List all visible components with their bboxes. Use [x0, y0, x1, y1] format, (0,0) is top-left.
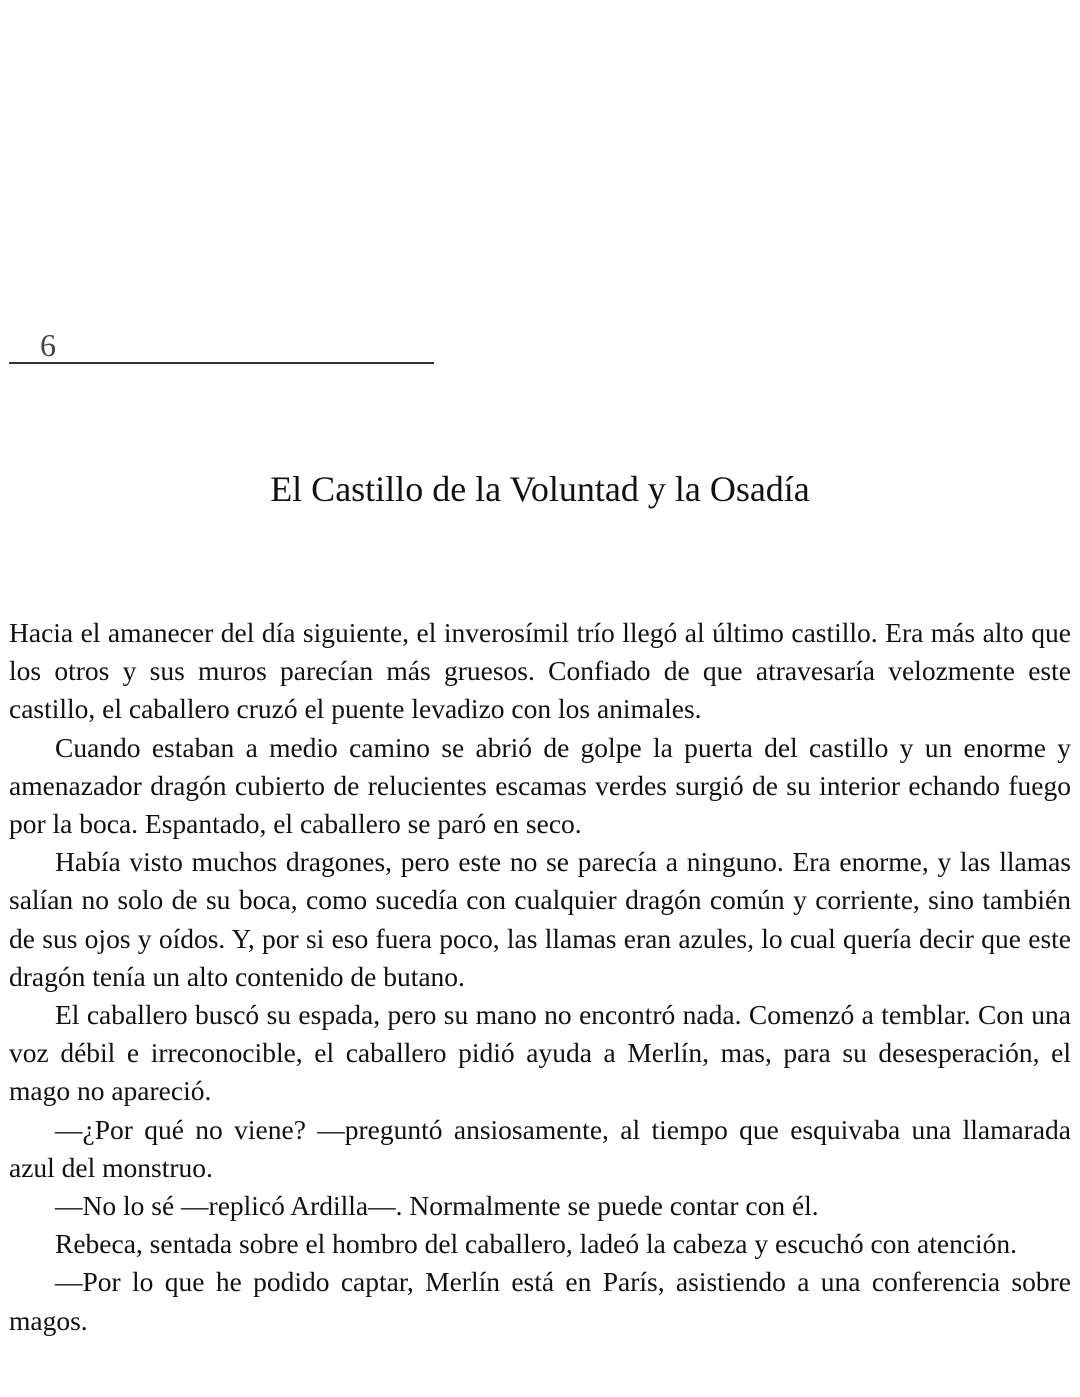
paragraph-7: Rebeca, sentada sobre el hombro del caballero, ladeó la cabeza y escuchó con atención.: [55, 1228, 1018, 1260]
dialogue-paragraph-3: —Por lo que he podido captar, Merlín está en París, asistiendo a una conferencia sobre magos.: [9, 1266, 1071, 1336]
paragraph-4: El caballero buscó su espada, pero su mano no encontró nada. Comenzó a temblar. Con una voz débil e irreconocible, el caballero pidió ayuda a Merlín, mas, para su desesperación, el mago no apareció.: [9, 999, 1071, 1107]
dialogue-paragraph-2: —No lo sé —replicó Ardilla—. Normalmente se puede contar con él.: [55, 1190, 819, 1222]
paragraph-2: Cuando estaban a medio camino se abrió de golpe la puerta del castillo y un enorme y amenazador dragón cubierto de relucientes escamas verdes surgió de su interior echando fuego por la boca. Espantado, el caballero se paró en seco.: [9, 731, 1071, 840]
chapter-title: El Castillo de la Voluntad y la Osadía: [270, 469, 810, 509]
paragraph-1: Hacia el amanecer del día siguiente, el inverosímil trío llegó al último castillo. Era más alto que los otros y sus muros parecían más gruesos. Confiado de que atravesaría velozmente este castillo, el caballero cruzó el puente levadizo con los animales.: [9, 617, 1071, 725]
paragraph-3: Había visto muchos dragones, pero este no se parecía a ninguno. Era enorme, y las llamas salían no solo de su boca, como sucedía con cualquier dragón común y corriente, sino también de sus ojos y oídos. Y, por si eso fuera poco, las llamas eran azules, lo cual quería decir que este dragón tenía un alto contenido de butano.: [9, 846, 1071, 992]
dialogue-paragraph-1: —¿Por qué no viene? —preguntó ansiosamente, al tiempo que esquivaba una llamarada azul del monstruo.: [9, 1113, 1071, 1183]
chapter-divider: [9, 362, 434, 364]
chapter-number: 6: [40, 327, 56, 363]
chapter-body: [9, 614, 1071, 1340]
